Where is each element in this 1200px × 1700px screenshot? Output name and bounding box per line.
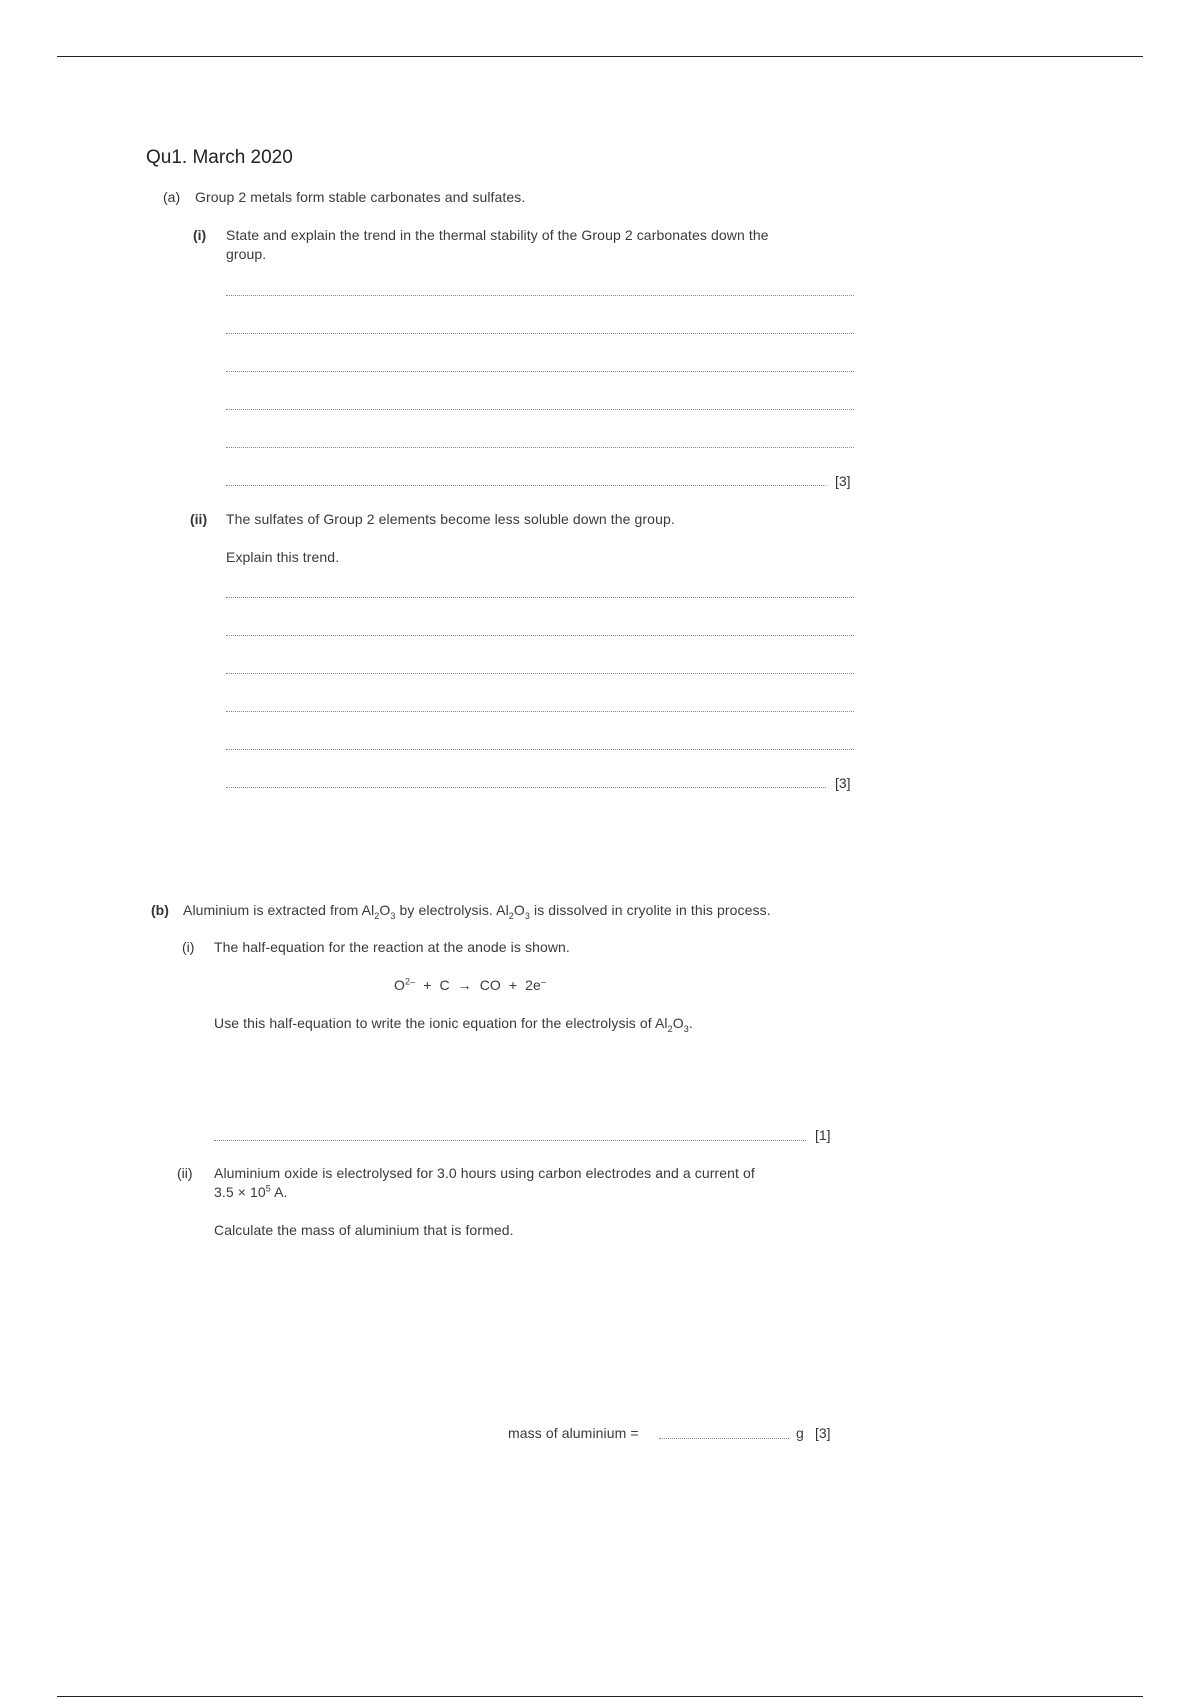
part-a-label: (a): [163, 189, 181, 205]
mass-answer-unit: g: [792, 1425, 804, 1441]
part-b-ii-instruction: Calculate the mass of aluminium that is formed.: [214, 1222, 514, 1238]
anode-half-equation: $O^{2-} + C$ → CO + 2e–: [394, 976, 547, 993]
part-b-ii-label: (ii): [177, 1165, 193, 1181]
answer-line[interactable]: [226, 295, 854, 296]
answer-line[interactable]: [226, 749, 854, 750]
part-a-i-text-line1: State and explain the trend in the thermal stability of the Group 2 carbonates down the: [226, 227, 769, 243]
part-a-ii-marks: [3]: [835, 775, 851, 791]
part-a-i-text-line2: group.: [226, 246, 267, 262]
answer-line[interactable]: [226, 787, 826, 788]
page-top-rule: [57, 56, 1143, 57]
part-b-ii-text-line1: Aluminium oxide is electrolysed for 3.0 hours using carbon electrodes and a current of: [214, 1165, 755, 1181]
part-b-ii-marks: [3]: [815, 1425, 831, 1441]
part-b-i-instruction: Use this half-equation to write the ionic equation for the electrolysis of $Al_2O_3$.: [214, 1015, 693, 1034]
answer-line[interactable]: [226, 447, 854, 448]
part-a-i-marks: [3]: [835, 473, 851, 489]
mass-answer-label: mass of aluminium =: [508, 1425, 639, 1441]
question-title: Qu1. March 2020: [146, 147, 293, 168]
part-b-label: (b): [151, 902, 169, 918]
part-b-ii-text-line2: $3.5 \times 10^5$ A.: [214, 1183, 288, 1200]
answer-line[interactable]: [226, 409, 854, 410]
answer-line[interactable]: [214, 1140, 806, 1141]
part-a-ii-label: (ii): [190, 511, 208, 527]
answer-line[interactable]: [226, 673, 854, 674]
answer-line[interactable]: [226, 333, 854, 334]
part-a-ii-instruction: Explain this trend.: [226, 549, 340, 565]
part-b-stem: Aluminium is extracted from $Al_2O_3$ by electrolysis. $Al_2O_3$ is dissolved in cryolite in this process.: [183, 902, 771, 921]
part-a-stem: Group 2 metals form stable carbonates and sulfates.: [195, 189, 526, 205]
part-b-i-label: (i): [182, 939, 195, 955]
part-b-i-text: The half-equation for the reaction at the anode is shown.: [214, 939, 570, 955]
part-a-i-label: (i): [193, 227, 207, 243]
page-bottom-rule: [57, 1696, 1143, 1697]
answer-line[interactable]: [226, 711, 854, 712]
mass-answer-line[interactable]: [659, 1438, 789, 1439]
part-b-i-marks: [1]: [815, 1127, 831, 1143]
part-a-ii-text: The sulfates of Group 2 elements become less soluble down the group.: [226, 511, 675, 527]
answer-line[interactable]: [226, 635, 854, 636]
answer-line[interactable]: [226, 597, 854, 598]
answer-line[interactable]: [226, 485, 826, 486]
answer-line[interactable]: [226, 371, 854, 372]
